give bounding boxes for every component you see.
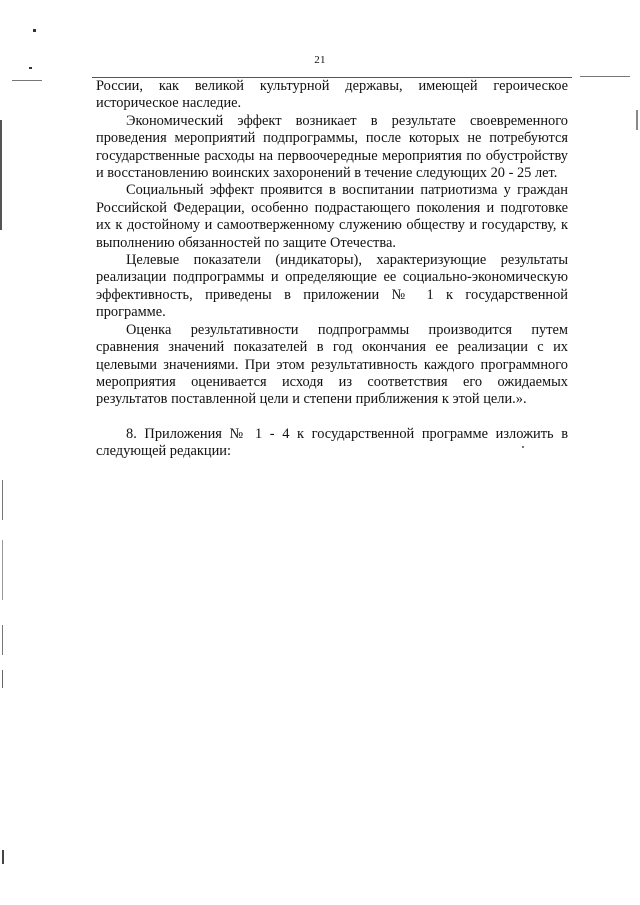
scan-edge-mark <box>2 850 4 864</box>
page-number: 21 <box>314 54 326 66</box>
scan-edge-mark <box>2 540 3 600</box>
paragraph-target-indicators: Целевые показатели (индикаторы), характеризующие результаты реализации подпрограммы и определяющие ее социально-экономическую эффективность, приведены в приложении № 1 к государственной программе. <box>96 252 568 321</box>
scan-dot <box>29 67 32 69</box>
paragraph-effectiveness-assessment: Оценка результативности подпрограммы производится путем сравнения значений показателей в год окончания ее реализации с их целевыми значениями. При этом результативность каждого программного мероприятия оценивается исходя из соответствия его ожидаемых результатов поставленной цели и степени приближения к этой цели.». <box>96 321 568 408</box>
scan-artifact-rule-left <box>12 80 42 81</box>
scan-edge-mark <box>636 110 638 130</box>
paragraph-continuation: России, как великой культурной державы, имеющей героическое историческое наследие. <box>96 78 568 112</box>
paragraph-spacer <box>96 409 568 426</box>
paragraph-social-effect: Социальный эффект проявится в воспитании патриотизма у граждан Российской Федерации, особенно подрастающего поколения и подготовке их к достойному и самоотверженному служению обществу и государству, к выполнению обязанностей по защите Отечества. <box>96 182 568 251</box>
paragraph-appendices-amendment: 8. Приложения № 1 - 4 к государственной программе изложить в следующей редакции: <box>96 425 568 460</box>
scan-edge-mark <box>2 625 3 655</box>
document-body <box>96 78 568 461</box>
scan-edge-mark <box>2 670 3 688</box>
scan-edge-mark <box>0 120 2 230</box>
scan-dot <box>33 29 36 32</box>
scan-edge-mark <box>2 480 3 520</box>
paragraph-economic-effect: Экономический эффект возникает в результате своевременного проведения мероприятий подпрограммы, после которых не потребуются государственные расходы на первоочередные мероприятия по обустройству и восстановлению воинских захоронений в течение следующих 20 - 25 лет. <box>96 112 568 182</box>
scan-artifact-rule-right <box>580 76 630 77</box>
